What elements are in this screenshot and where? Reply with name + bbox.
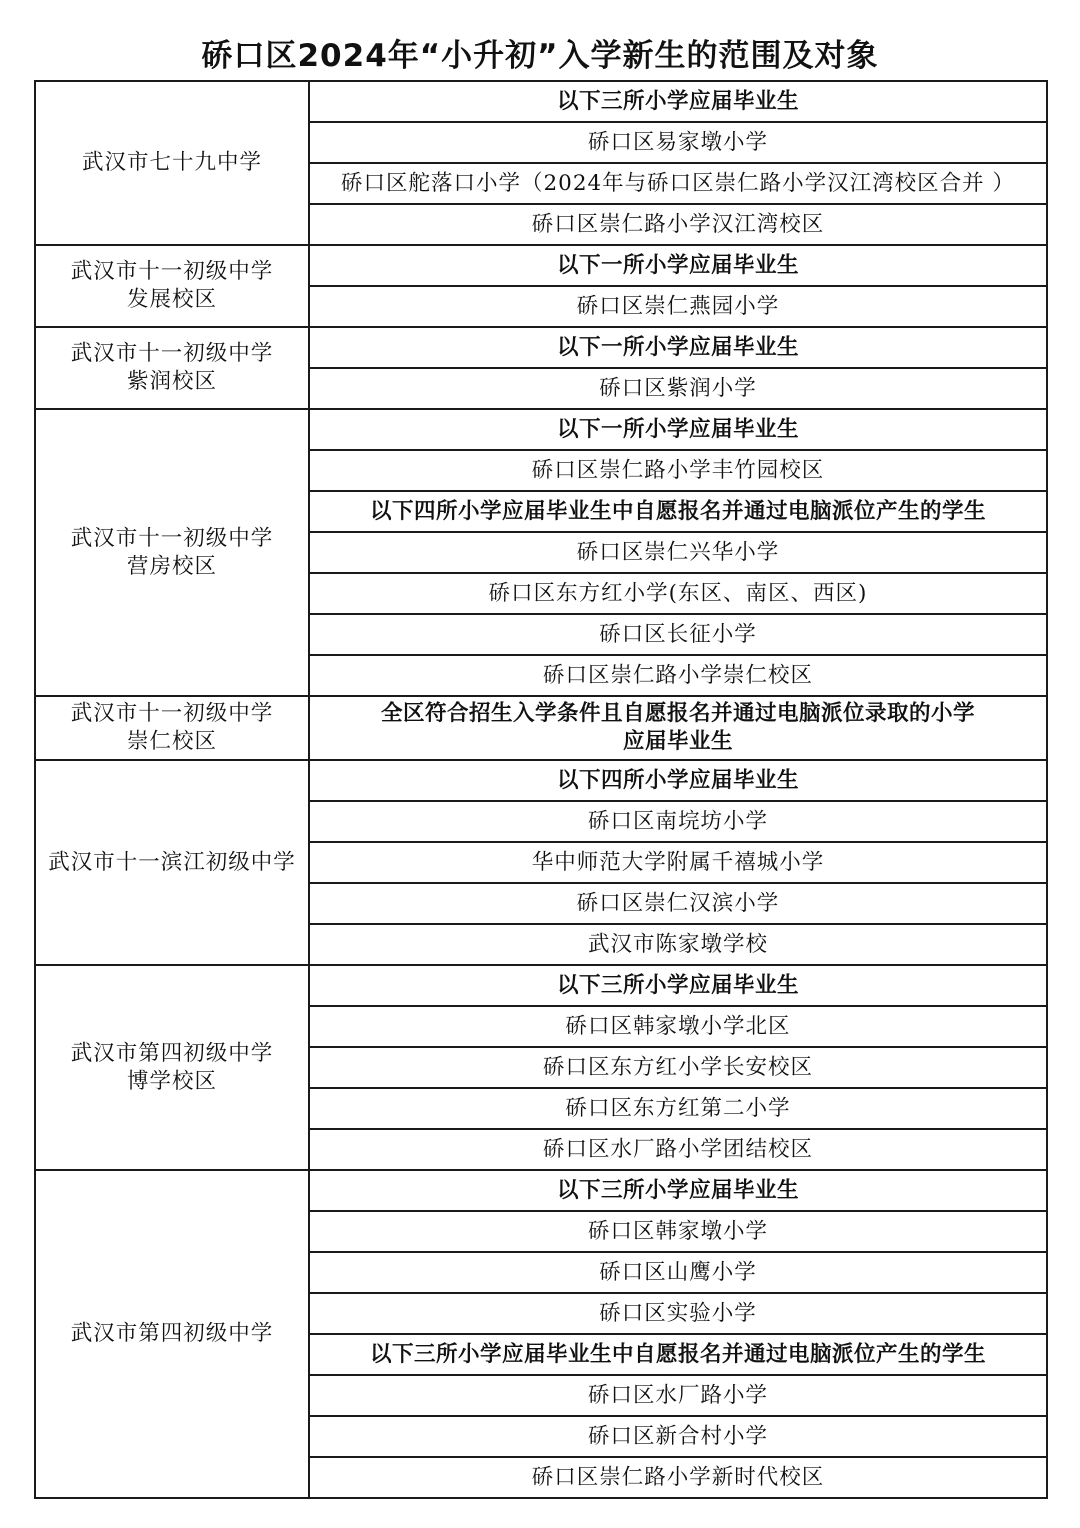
primary-school-cell: 硚口区崇仁路小学新时代校区 [309, 1457, 1047, 1498]
primary-school-cell: 硚口区紫润小学 [309, 368, 1047, 409]
table-row [35, 327, 1047, 368]
middle-school-name-line: 武汉市第四初级中学 [70, 1321, 274, 1346]
primary-school-cell: 硚口区水厂路小学 [309, 1375, 1047, 1416]
middle-school-cell [35, 760, 309, 965]
middle-school-name-line: 武汉市第四初级中学 [70, 1040, 274, 1066]
primary-school-cell: 硚口区崇仁路小学汉江湾校区 [309, 204, 1047, 245]
middle-school-name-line: 发展校区 [126, 287, 217, 312]
eligibility-header-cell [309, 696, 1047, 760]
middle-school-name-line: 武汉市十一初级中学 [70, 259, 274, 284]
primary-school-cell: 武汉市陈家墩学校 [309, 924, 1047, 965]
eligibility-header-cell: 以下四所小学应届毕业生 [309, 760, 1047, 801]
primary-school-cell: 硚口区南垸坊小学 [309, 801, 1047, 842]
middle-school-cell [35, 1170, 309, 1498]
primary-school-cell: 硚口区东方红小学长安校区 [309, 1047, 1047, 1088]
eligibility-header-cell: 以下三所小学应届毕业生 [309, 81, 1047, 122]
eligibility-text-line: 全区符合招生入学条件且自愿报名并通过电脑派位录取的小学 [380, 701, 975, 726]
admission-scope-table-body [35, 81, 1047, 1498]
middle-school-name-line: 紫润校区 [126, 369, 217, 394]
primary-school-cell: 硚口区山鹰小学 [309, 1252, 1047, 1293]
primary-school-cell: 硚口区韩家墩小学 [309, 1211, 1047, 1252]
middle-school-cell [35, 965, 309, 1170]
table-row [35, 965, 1047, 1006]
primary-school-cell: 硚口区崇仁汉滨小学 [309, 883, 1047, 924]
eligibility-header-cell: 以下四所小学应届毕业生中自愿报名并通过电脑派位产生的学生 [309, 491, 1047, 532]
primary-school-cell: 硚口区长征小学 [309, 614, 1047, 655]
table-row [35, 81, 1047, 122]
middle-school-name-line: 武汉市十一滨江初级中学 [48, 849, 296, 875]
primary-school-cell: 硚口区实验小学 [309, 1293, 1047, 1334]
middle-school-name-line: 武汉市七十九中学 [81, 150, 262, 175]
middle-school-name-line: 武汉市十一初级中学 [70, 341, 274, 366]
middle-school-name-line: 武汉市十一初级中学 [70, 525, 274, 551]
eligibility-header-cell: 以下三所小学应届毕业生 [309, 1170, 1047, 1211]
primary-school-cell: 硚口区韩家墩小学北区 [309, 1006, 1047, 1047]
primary-school-cell: 硚口区易家墩小学 [309, 122, 1047, 163]
primary-school-cell: 硚口区新合村小学 [309, 1416, 1047, 1457]
eligibility-header-cell: 以下三所小学应届毕业生 [309, 965, 1047, 1006]
table-row [35, 760, 1047, 801]
primary-school-cell: 华中师范大学附属千禧城小学 [309, 842, 1047, 883]
admission-scope-table [34, 80, 1048, 1499]
table-row [35, 1170, 1047, 1211]
eligibility-header-cell: 以下一所小学应届毕业生 [309, 327, 1047, 368]
table-row [35, 245, 1047, 286]
primary-school-cell: 硚口区崇仁路小学丰竹园校区 [309, 450, 1047, 491]
eligibility-header-cell: 以下三所小学应届毕业生中自愿报名并通过电脑派位产生的学生 [309, 1334, 1047, 1375]
middle-school-cell [35, 409, 309, 696]
primary-school-cell: 硚口区崇仁兴华小学 [309, 532, 1047, 573]
middle-school-name-line: 营房校区 [126, 553, 217, 579]
eligibility-header-cell: 以下一所小学应届毕业生 [309, 409, 1047, 450]
eligibility-text-line: 应届毕业生 [622, 729, 733, 754]
table-row [35, 696, 1047, 760]
middle-school-name-line: 武汉市十一初级中学 [70, 701, 274, 726]
middle-school-name-line: 博学校区 [126, 1068, 217, 1094]
table-row [35, 409, 1047, 450]
middle-school-cell [35, 696, 309, 760]
eligibility-header-cell: 以下一所小学应届毕业生 [309, 245, 1047, 286]
page-title: 硚口区2024年“小升初”入学新生的范围及对象 [201, 38, 879, 74]
primary-school-cell: 硚口区东方红第二小学 [309, 1088, 1047, 1129]
primary-school-cell: 硚口区舵落口小学（2024年与硚口区崇仁路小学汉江湾校区合并 ） [309, 163, 1047, 204]
middle-school-cell [35, 327, 309, 409]
middle-school-cell [35, 81, 309, 245]
middle-school-cell [35, 245, 309, 327]
primary-school-cell: 硚口区崇仁路小学崇仁校区 [309, 655, 1047, 696]
middle-school-name-line: 崇仁校区 [126, 729, 217, 754]
primary-school-cell: 硚口区东方红小学(东区、南区、西区) [309, 573, 1047, 614]
primary-school-cell: 硚口区崇仁燕园小学 [309, 286, 1047, 327]
primary-school-cell: 硚口区水厂路小学团结校区 [309, 1129, 1047, 1170]
